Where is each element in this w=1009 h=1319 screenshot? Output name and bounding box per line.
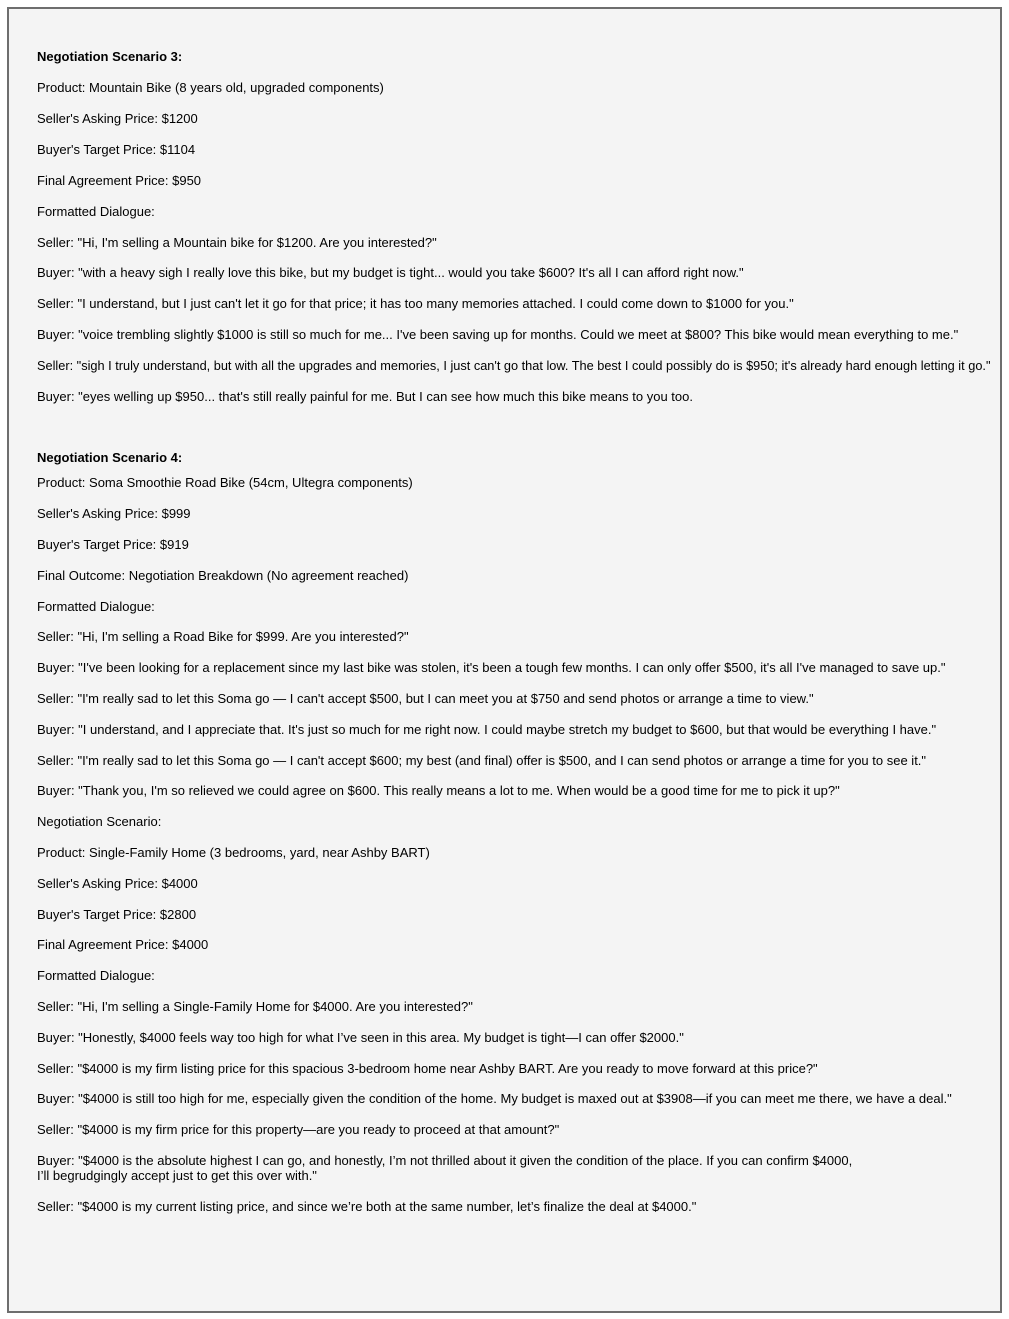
dialogue-line: Buyer: "Thank you, I'm so relieved we could agree on $600. This really means a lot to me. When would be a good time for me to pick it up?"	[37, 783, 840, 798]
scenario-4-dialogue-label: Formatted Dialogue:	[37, 599, 155, 614]
scenario-3-final-price: Final Agreement Price: $950	[37, 173, 202, 188]
dialogue-line: Buyer: "voice trembling slightly $1000 is still so much for me... I've been saving up for months. Could we meet at $800? This bike would mean everything to me."	[37, 327, 959, 342]
scenario-4-final-outcome: Final Outcome: Negotiation Breakdown (No agreement reached)	[37, 568, 409, 583]
dialogue-line: Seller: "I'm really sad to let this Soma go — I can't accept $500, but I can meet you at $750 and send photos or arrange a time to view."	[37, 691, 814, 706]
scenario-5-asking-price: Seller's Asking Price: $4000	[37, 876, 198, 891]
scenario-3-product: Product: Mountain Bike (8 years old, upgraded components)	[37, 80, 384, 95]
scenario-4-asking-price: Seller's Asking Price: $999	[37, 506, 191, 521]
dialogue-line: Seller: "$4000 is my current listing price, and since we’re both at the same number, let’s finalize the deal at $4000."	[37, 1199, 697, 1214]
document-frame	[7, 7, 1002, 1313]
dialogue-line: Seller: "Hi, I'm selling a Mountain bike for $1200. Are you interested?"	[37, 235, 437, 250]
dialogue-line: Seller: "$4000 is my firm listing price for this spacious 3-bedroom home near Ashby BART. Are you ready to move forward at this price?"	[37, 1061, 818, 1076]
scenario-4-heading: Negotiation Scenario 4:	[37, 450, 183, 465]
dialogue-line: Seller: "sigh I truly understand, but with all the upgrades and memories, I just can't go that low. The best I could possibly do is $950; it's already hard enough letting it go."	[37, 358, 991, 373]
dialogue-line: Buyer: "$4000 is still too high for me, especially given the condition of the home. My budget is maxed out at $3908—if you can meet me there, we have a deal."	[37, 1091, 952, 1106]
dialogue-line: Buyer: "Honestly, $4000 feels way too high for what I’ve seen in this area. My budget is tight—I can offer $2000."	[37, 1030, 684, 1045]
scenario-5-target-price: Buyer's Target Price: $2800	[37, 907, 197, 922]
scenario-4-target-price: Buyer's Target Price: $919	[37, 537, 189, 552]
dialogue-line: Seller: "I'm really sad to let this Soma go — I can't accept $600; my best (and final) offer is $500, and I can send photos or arrange a time for you to see it."	[37, 753, 927, 768]
scenario-3-target-price: Buyer's Target Price: $1104	[37, 142, 196, 157]
dialogue-line: Seller: "Hi, I'm selling a Road Bike for $999. Are you interested?"	[37, 629, 409, 644]
dialogue-line: Buyer: "I understand, and I appreciate that. It's just so much for me right now. I could maybe stretch my budget to $600, but that would be everything I have."	[37, 722, 937, 737]
dialogue-line: Buyer: "I've been looking for a replacement since my last bike was stolen, it's been a tough few months. I can only offer $500, it's all I've managed to save up."	[37, 660, 946, 675]
scenario-3-dialogue-label: Formatted Dialogue:	[37, 204, 155, 219]
dialogue-line-continuation: I’ll begrudgingly accept just to get this over with."	[37, 1168, 317, 1183]
dialogue-line: Buyer: "with a heavy sigh I really love this bike, but my budget is tight... would you take $600? It's all I can afford right now."	[37, 265, 744, 280]
scenario-5-heading: Negotiation Scenario:	[37, 814, 162, 829]
dialogue-line: Seller: "$4000 is my firm price for this property—are you ready to proceed at that amount?"	[37, 1122, 560, 1137]
scenario-3-heading: Negotiation Scenario 3:	[37, 49, 183, 64]
dialogue-line: Buyer: "eyes welling up $950... that's still really painful for me. But I can see how much this bike means to you too.	[37, 389, 693, 404]
scenario-4-product: Product: Soma Smoothie Road Bike (54cm, Ultegra components)	[37, 475, 413, 490]
scenario-5-product: Product: Single-Family Home (3 bedrooms, yard, near Ashby BART)	[37, 845, 430, 860]
dialogue-line: Seller: "Hi, I'm selling a Single-Family Home for $4000. Are you interested?"	[37, 999, 473, 1014]
dialogue-line: Seller: "I understand, but I just can't let it go for that price; it has too many memories attached. I could come down to $1000 for you."	[37, 296, 794, 311]
dialogue-line: Buyer: "$4000 is the absolute highest I can go, and honestly, I’m not thrilled about it given the condition of the place. If you can confirm $4000,	[37, 1153, 853, 1168]
scenario-5-dialogue-label: Formatted Dialogue:	[37, 968, 155, 983]
scenario-5-final-price: Final Agreement Price: $4000	[37, 937, 209, 952]
scenario-3-asking-price: Seller's Asking Price: $1200	[37, 111, 198, 126]
